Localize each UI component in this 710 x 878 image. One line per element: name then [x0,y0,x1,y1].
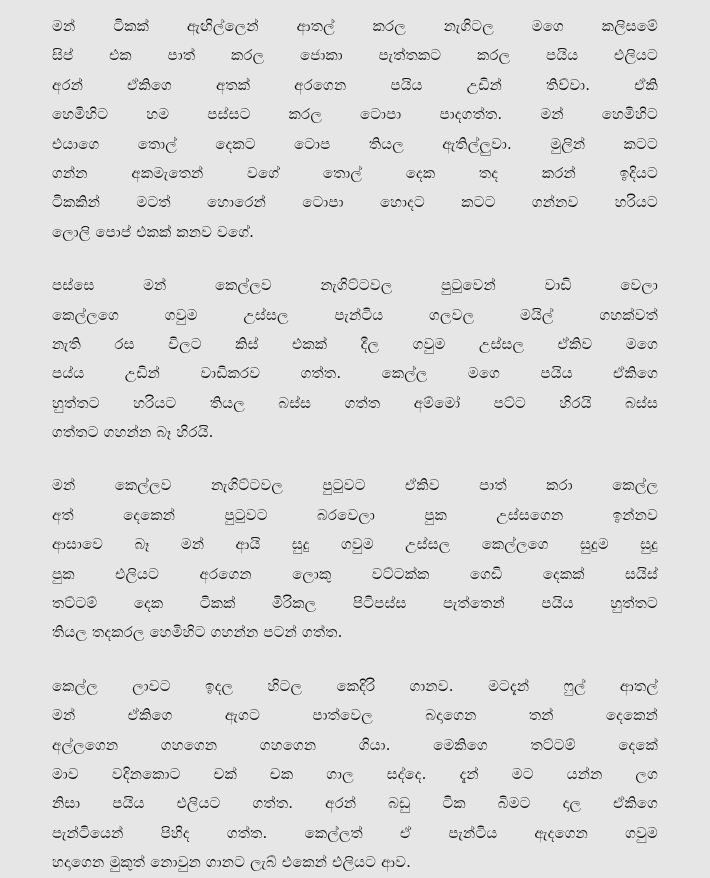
text-line: තියල තදකරල හෙමිහිට ගහන්න පටන් ගත්ත. [52,623,343,642]
text-line: මන් ඒකිගෙ ඇගට පාත්වෙල බදාගෙන තන් දෙකෙන් [52,706,658,725]
text-line: හදාගෙන මුකුත් නොවුන ගානට ලැබ් එකෙන් එලියට ආව. [52,853,412,872]
text-line: ආසාවෙ බෑ මන් ආයි සුදු ගවුම උස්සල කෙල්ලගෙ සුදුම සුදු [52,535,658,554]
text-line: නිසා පයිය එලියට ගත්ත. අරන් බඩු ටික බිමට දාල ඒකිගෙ [52,794,658,813]
text-line: පැන්ටියෙන් පිහිද ගත්ත. කෙල්ලත් ඒ පැන්ටිය ඇදගෙන ගවුම [52,823,658,842]
paragraph [52,672,658,878]
text-line: පස්සෙ මන් කෙල්ලව නැගිට්ටවල පුටුවෙන් වාඩි වෙලා [52,276,658,295]
paragraph [52,12,658,247]
text-line: හෙමිහිට හම පස්සට කරල ටොපා පාදගත්ත. මන් හෙමිහිට [52,105,658,124]
text-line: ගත්තට ගහන්න බෑ හිරයි. [52,423,214,442]
text-line: තට්ටම් දෙක ටිකක් මිරිකල පිටිපස්ස පැත්තෙන් පයිය හුත්තට [52,594,658,613]
text-line: මාව වදිනකොට චක් චක ගාල සද්දෙ. දැන් මට යන්න ලග [52,764,658,783]
text-line: පය්ය උඩින් වාඩිකරව ගත්ත. කෙල්ල මගෙ පයිය ඒකිගෙ [52,364,658,383]
text-line: හුත්තට හරියට තියල බස්ස ගත්ත අම්මෝ පට්ට හිරයි බස්ස [52,393,658,412]
text-line: ටිකකින් මටත් හොරෙන් ටොපා හොදට කටට ගන්නව හරියට [52,193,658,212]
text-line: කෙල්ල ලාවට ඉදල හිටල කෙදිරි ගානව. මටදැන් ෆුල් ආතල් [52,676,658,695]
paragraph [52,471,658,647]
text-line: පුක එලියට අරගෙන ලොකු වට්ටක්ක ගෙඩි දෙකක් සයිස් [52,564,658,583]
text-line: අල්ලගෙන ගහගෙන ගහගෙන ගියා. මෙකිගෙ තට්ටම් දෙකේ [52,735,658,754]
text-line: මන් කෙල්ලව නැගිට්ටවල පුටුවට ඒකිව පාත් කරා කෙල්ල [52,476,658,495]
text-line: ගන්න අකමැතෙන් වගේ තොල් දෙක තද කරන් ඉදියට [52,163,658,182]
text-line: කෙල්ලගෙ ගවුම උස්සල පැන්ටිය ගලවල මයිල් ගහක්වත් [52,305,658,324]
text-line: අරන් ඒකිගෙ අතක් අරගෙන පයිය උඩින් තිව්වා. ඒකි [52,75,658,94]
text-line: ලොලි පොප් එකක් කනව වගේ. [52,222,255,241]
text-line: සිප් එක පාත් කරල ජොකා පැත්තකට කරල පයිය එලියට [52,46,658,65]
document-body [52,12,658,878]
text-line: අත් දෙකෙන් පුටුවට බරවෙලා පුක උස්සගෙන ඉන්නව [52,505,658,524]
text-line: මන් ටිකක් ඇඟිල්ලෙන් ආතල් කරල නැගිටල මගෙ කලිසමේ [52,17,658,35]
text-line: නැති රස විලට කිස් එකක් දීල ගවුම උස්සල ඒකිව මගෙ [52,334,658,353]
paragraph [52,271,658,447]
text-line: එයාගෙ තොල් දෙකට ටොප තියල ඇතිල්ලුවා. මුලින් කටට [52,134,658,153]
